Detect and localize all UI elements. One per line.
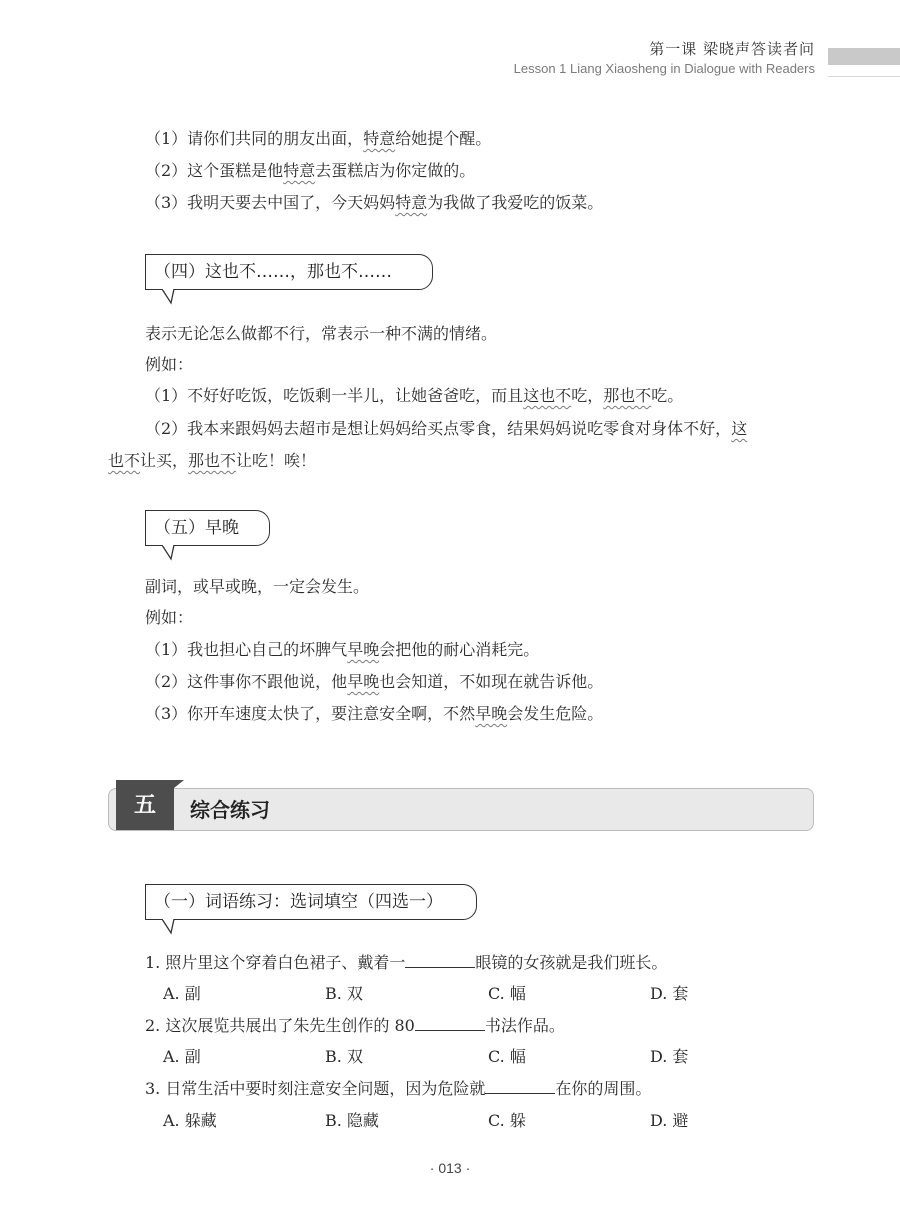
answer-blank[interactable] (405, 953, 475, 968)
text: 2. 这次展览共展出了朱先生创作的 80 (145, 1016, 415, 1035)
text: 会把他的耐心消耗完。 (379, 640, 540, 659)
point5-example-2 (145, 671, 603, 693)
q3-option-d[interactable]: D. 避 (650, 1111, 689, 1130)
q3-option-b[interactable]: B. 隐藏 (325, 1111, 379, 1130)
text: （2）这件事你不跟他说，他 (145, 672, 348, 691)
running-header-chinese: 第一课 梁晓声答读者问 (649, 40, 815, 58)
text: 吃， (571, 386, 604, 405)
teyi-example-1 (145, 128, 491, 150)
answer-blank[interactable] (485, 1079, 555, 1094)
header-rule (828, 76, 900, 77)
text: （3）你开车速度太快了，要注意安全啊，不然 (145, 704, 476, 723)
highlight-word: 特意 (283, 161, 316, 180)
point4-example-1 (145, 385, 683, 407)
point4-heading-bubble: （四）这也不……，那也不…… (145, 254, 433, 290)
section-number-badge: 五 (116, 780, 174, 830)
text: （3）我明天要去中国了，今天妈妈 (145, 193, 396, 212)
text: （2）我本来跟妈妈去超市是想让妈妈给买点零食，结果妈妈说吃零食对身体不好， (145, 419, 732, 438)
text: 在你的周围。 (555, 1079, 652, 1098)
q2-option-d[interactable]: D. 套 (650, 1047, 689, 1066)
exercise1-heading-bubble: （一）词语练习：选词填空（四选一） (145, 884, 477, 920)
point5-example-label: 例如： (145, 608, 194, 627)
highlight-word: 也不 (108, 451, 141, 470)
text: 吃。 (651, 386, 684, 405)
section-title: 综合练习 (190, 798, 270, 822)
bubble-tail-icon (160, 919, 182, 939)
point4-definition: 表示无论怎么做都不行，常表示一种不满的情绪。 (145, 324, 498, 343)
highlight-word: 早晚 (475, 704, 508, 723)
q2-option-b[interactable]: B. 双 (325, 1047, 363, 1066)
highlight-word: 特意 (363, 129, 396, 148)
point5-heading-bubble: （五）早晚 (145, 510, 270, 546)
q1-option-d[interactable]: D. 套 (650, 984, 689, 1003)
point5-example-3 (145, 703, 603, 725)
text: （1）我也担心自己的坏脾气 (145, 640, 348, 659)
text: 会发生危险。 (507, 704, 604, 723)
q3-option-c[interactable]: C. 躲 (488, 1111, 526, 1130)
q1-option-a[interactable]: A. 副 (163, 984, 201, 1003)
point4-example-label: 例如： (145, 355, 194, 374)
bubble-tail-icon (160, 289, 182, 309)
text: 1. 照片里这个穿着白色裙子、戴着一 (145, 953, 406, 972)
bubble-tail-icon (160, 545, 182, 565)
q2-option-c[interactable]: C. 幅 (488, 1047, 526, 1066)
highlight-word: 那也不 (188, 451, 237, 470)
point4-example-2-line1 (145, 418, 747, 440)
question-3 (145, 1078, 651, 1100)
q1-option-b[interactable]: B. 双 (325, 984, 363, 1003)
highlight-word: 早晚 (347, 672, 380, 691)
highlight-word: 特意 (395, 193, 428, 212)
point4-example-2-line2 (108, 450, 316, 472)
text: 3. 日常生活中要时刻注意安全问题，因为危险就 (145, 1079, 486, 1098)
text: 眼镜的女孩就是我们班长。 (475, 953, 668, 972)
text: （1）不好好吃饭，吃饭剩一半儿，让她爸爸吃，而且 (145, 386, 524, 405)
highlight-word: 这也不 (523, 386, 572, 405)
question-2 (145, 1015, 565, 1037)
q2-option-a[interactable]: A. 副 (163, 1047, 201, 1066)
q1-option-c[interactable]: C. 幅 (488, 984, 526, 1003)
highlight-word: 那也不 (603, 386, 652, 405)
point5-definition: 副词，或早或晚，一定会发生。 (145, 577, 370, 596)
text: 去蛋糕店为你定做的。 (315, 161, 476, 180)
text: 也会知道，不如现在就告诉他。 (379, 672, 604, 691)
header-tab-decoration (828, 48, 900, 65)
text: （2）这个蛋糕是他 (145, 161, 284, 180)
text: 让吃！唉！ (236, 451, 317, 470)
teyi-example-2 (145, 160, 475, 182)
highlight-word: 这 (731, 419, 748, 438)
text: 给她提个醒。 (395, 129, 492, 148)
page-number: · 013 · (429, 1160, 471, 1176)
question-1 (145, 952, 667, 974)
highlight-word: 早晚 (347, 640, 380, 659)
q3-option-a[interactable]: A. 躲藏 (163, 1111, 217, 1130)
answer-blank[interactable] (415, 1016, 485, 1031)
text: 为我做了我爱吃的饭菜。 (427, 193, 604, 212)
point5-example-1 (145, 639, 539, 661)
running-header-english: Lesson 1 Liang Xiaosheng in Dialogue with Readers (513, 61, 815, 76)
teyi-example-3 (145, 192, 603, 214)
text: 让买， (140, 451, 189, 470)
text: （1）请你们共同的朋友出面， (145, 129, 364, 148)
text: 书法作品。 (484, 1016, 565, 1035)
